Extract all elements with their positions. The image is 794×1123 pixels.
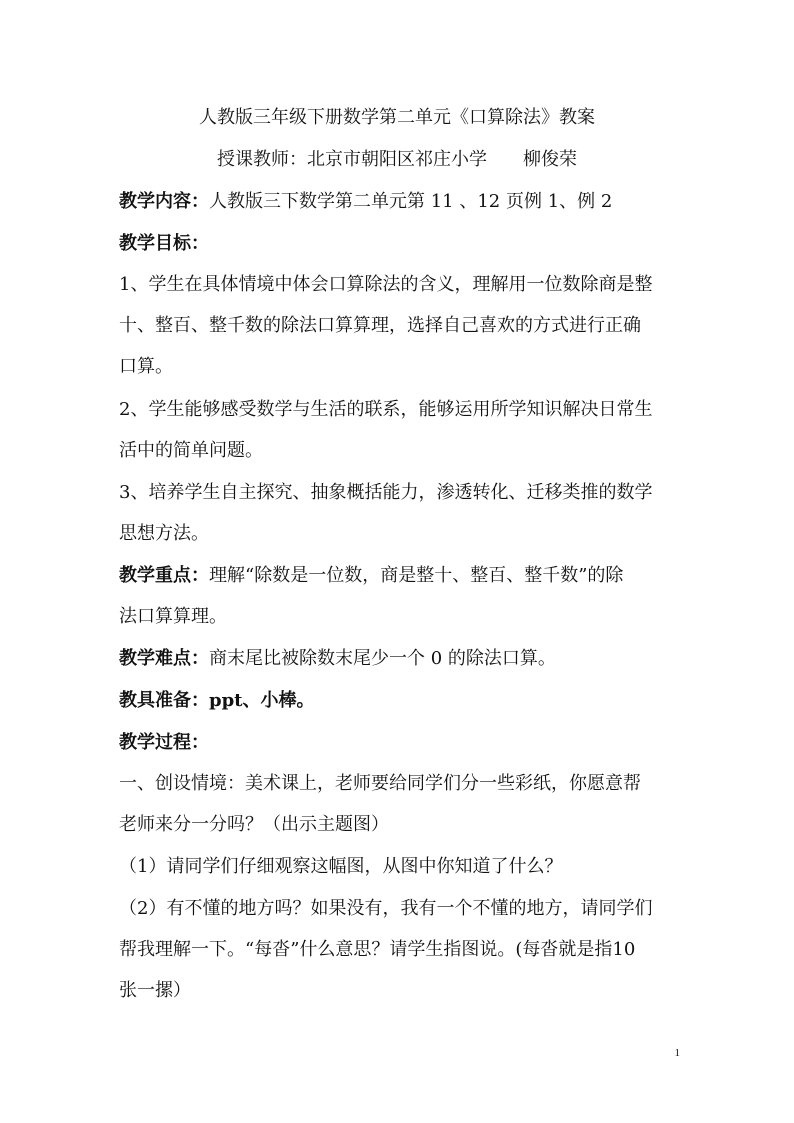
goal-1-line-1: 1、学生在具体情境中体会口算除法的含义，理解用一位数除商是整 (119, 274, 653, 295)
goal-2-line-1: 2、学生能够感受数学与生活的联系，能够运用所学知识解决日常生 (119, 399, 653, 420)
key-point-line-2: 法口算算理。 (119, 606, 227, 627)
document-title: 人教版三年级下册数学第二单元《口算除法》教案 (199, 107, 595, 128)
question-2-line-3: 张一摞） (119, 980, 191, 1001)
difficulty-label: 教学难点： (119, 648, 209, 669)
goal-2-line-2: 活中的简单问题。 (119, 440, 263, 461)
teacher-line: 授课教师：北京市朝阳区祁庄小学 柳俊荣 (217, 149, 577, 170)
difficulty-text: 商末尾比被除数末尾少一个 0 的除法口算。 (209, 648, 556, 669)
goal-3-line-1: 3、培养学生自主探究、抽象概括能力，渗透转化、迁移类推的数学 (119, 482, 653, 503)
difficulty-line (119, 647, 675, 671)
key-point-line (119, 564, 675, 588)
key-point-label: 教学重点： (119, 565, 209, 586)
question-2-line-2: 帮我理解一下。“每沓”什么意思？请学生指图说。(每沓就是指10 (119, 939, 636, 960)
tools-text: ppt、小棒。 (209, 690, 315, 711)
goal-1-line-3: 口算。 (119, 356, 173, 377)
section-1-line-1: 一、创设情境：美术课上，老师要给同学们分一些彩纸，你愿意帮 (119, 773, 641, 794)
section-1-line-2: 老师来分一分吗？（出示主题图） (119, 814, 389, 835)
key-point-text: 理解“除数是一位数，商是整十、整百、整千数”的除 (209, 565, 624, 586)
question-2-line-1: （2）有不懂的地方吗？如果没有，我有一个不懂的地方，请同学们 (119, 898, 653, 919)
tools-line (119, 689, 675, 713)
goal-3-line-2: 思想方法。 (119, 523, 209, 544)
goals-heading: 教学目标： (119, 233, 209, 254)
tools-label: 教具准备： (119, 690, 209, 711)
process-heading: 教学过程： (119, 732, 209, 753)
page-number: 1 (674, 1047, 680, 1059)
content-line (119, 190, 675, 214)
question-1: （1）请同学们仔细观察这幅图，从图中你知道了什么？ (119, 856, 563, 877)
goal-1-line-2: 十、整百、整千数的除法口算算理，选择自己喜欢的方式进行正确 (119, 315, 641, 336)
content-text: 人教版三下数学第二单元第 11 、12 页例 1、例 2 (209, 191, 613, 212)
content-label: 教学内容： (119, 191, 209, 212)
